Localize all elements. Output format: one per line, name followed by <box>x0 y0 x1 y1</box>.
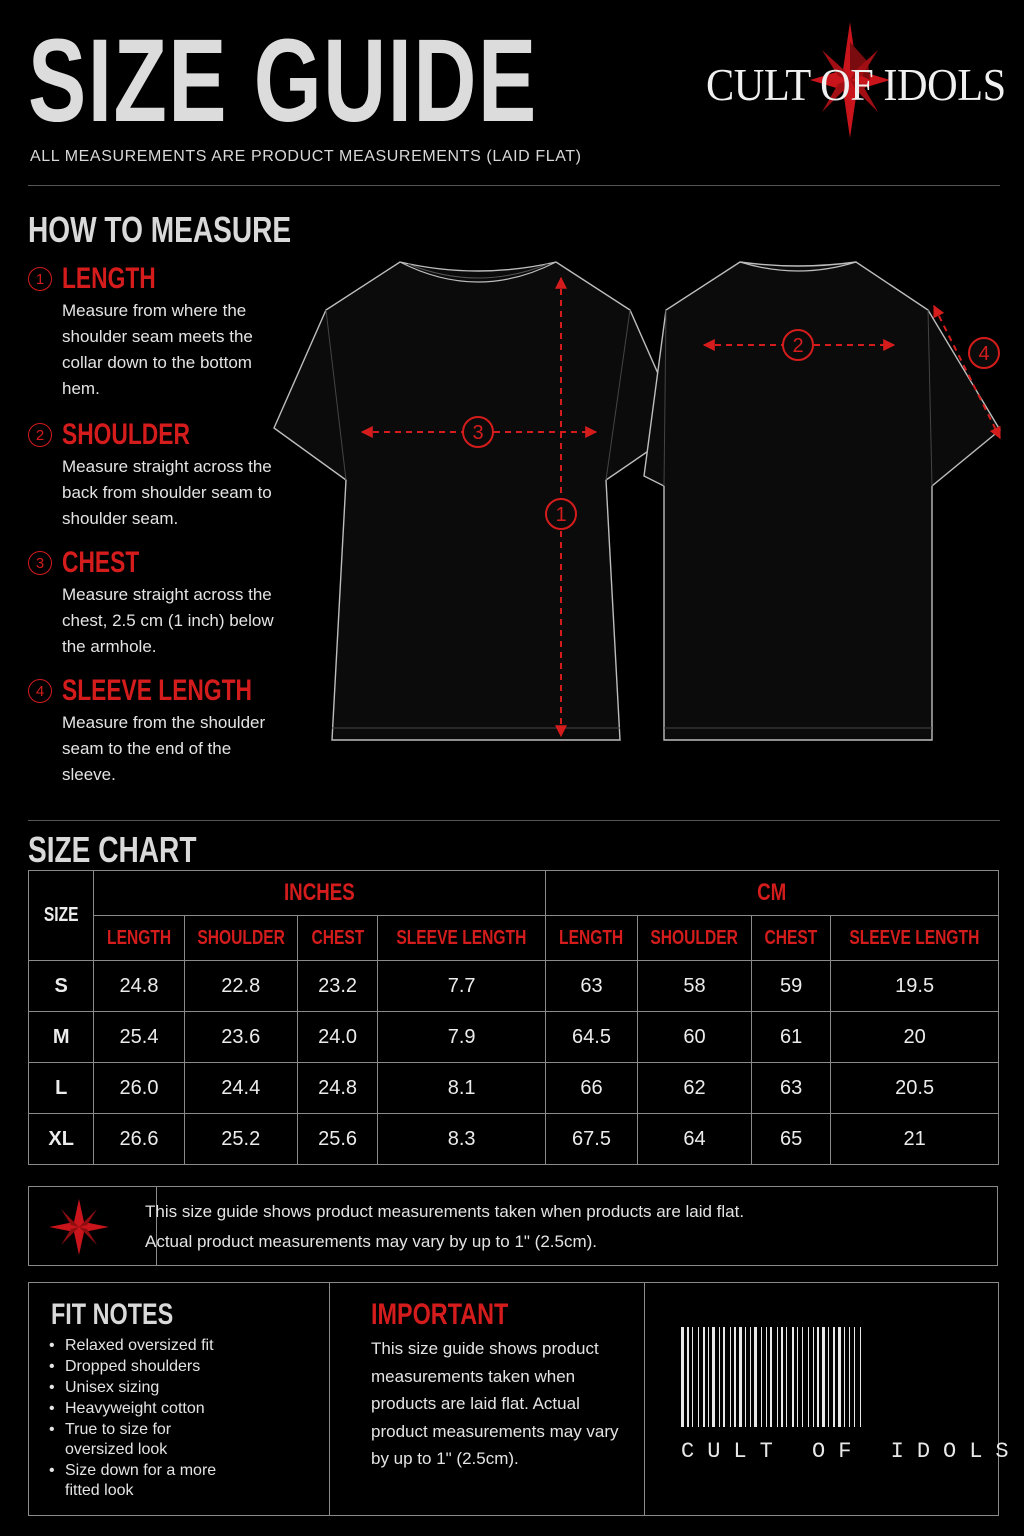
table-cell: 25.4 <box>94 1012 184 1063</box>
table-cell: 58 <box>638 961 752 1012</box>
table-cell: 62 <box>638 1063 752 1114</box>
step-description: Measure straight across the back from shoulder seam to shoulder seam. <box>62 457 272 528</box>
step-shoulder <box>28 420 278 540</box>
table-cell: 25.2 <box>184 1114 297 1165</box>
tshirt-measurement-diagram <box>270 250 1010 750</box>
table-cell: 8.1 <box>378 1063 546 1114</box>
table-cell: 24.8 <box>94 961 184 1012</box>
table-cell: 24.8 <box>297 1063 377 1114</box>
group-header-cm: CM <box>545 871 998 916</box>
step-description: Measure straight across the chest, 2.5 cm (1 inch) below the armhole. <box>62 585 274 656</box>
column-header: SLEEVE LENGTH <box>831 916 999 961</box>
table-cell: 23.2 <box>297 961 377 1012</box>
important-text: This size guide shows product measurements taken when products are laid flat. Actual product measurements may vary by up to 1" (2.5cm). <box>371 1339 619 1468</box>
table-cell: 7.7 <box>378 961 546 1012</box>
marker-1 <box>546 499 576 529</box>
column-divider <box>329 1283 330 1515</box>
note-divider <box>156 1187 157 1265</box>
column-header: LENGTH <box>94 916 184 961</box>
column-header: CHEST <box>751 916 830 961</box>
fit-notes-title: FIT NOTES <box>51 1298 174 1331</box>
table-cell: 64 <box>638 1114 752 1165</box>
tshirt-front-icon <box>274 262 682 740</box>
table-cell: 26.0 <box>94 1063 184 1114</box>
column-header: SHOULDER <box>638 916 752 961</box>
page-title: SIZE GUIDE <box>28 15 538 147</box>
column-header: SLEEVE LENGTH <box>378 916 546 961</box>
marker-2 <box>783 330 813 360</box>
table-cell: 26.6 <box>94 1114 184 1165</box>
size-header: SIZE <box>29 871 94 961</box>
size-label: XL <box>29 1114 94 1165</box>
table-cell: 59 <box>751 961 830 1012</box>
fit-note-item: • Size down for a more fitted look <box>65 1461 245 1501</box>
svg-text:1: 1 <box>555 504 567 526</box>
table-cell: 21 <box>831 1114 999 1165</box>
svg-text:2: 2 <box>792 335 804 357</box>
note-line-2: Actual product measurements may vary by up to 1" (2.5cm). <box>145 1232 597 1251</box>
table-cell: 24.4 <box>184 1063 297 1114</box>
fit-note-item: • Dropped shoulders <box>65 1357 285 1377</box>
step-description: Measure from where the shoulder seam meets the collar down to the bottom hem. <box>62 301 253 398</box>
size-label: M <box>29 1012 94 1063</box>
table-cell: 8.3 <box>378 1114 546 1165</box>
step-title: SHOULDER <box>62 418 190 451</box>
tshirt-back-icon <box>644 262 1000 740</box>
size-chart-title: SIZE CHART <box>28 829 197 870</box>
barcode-label: CULT OF IDOLS <box>681 1439 1022 1464</box>
marker-3 <box>463 417 493 447</box>
bottom-info-box <box>28 1282 1022 1516</box>
section-divider <box>28 820 1000 821</box>
table-row <box>29 961 999 1012</box>
table-cell: 24.0 <box>297 1012 377 1063</box>
table-row <box>29 1012 999 1063</box>
table-cell: 19.5 <box>831 961 999 1012</box>
fit-note-item: • Heavyweight cotton <box>65 1399 285 1419</box>
important-title: IMPORTANT <box>371 1298 509 1331</box>
fit-note-item: • Relaxed oversized fit <box>65 1336 285 1356</box>
compass-star-icon <box>47 1199 111 1255</box>
table-cell: 65 <box>751 1114 830 1165</box>
table-cell: 67.5 <box>545 1114 637 1165</box>
fit-note-item: • True to size for oversized look <box>65 1420 225 1460</box>
step-number: 2 <box>28 423 52 447</box>
table-cell: 61 <box>751 1012 830 1063</box>
table-row <box>29 1114 999 1165</box>
step-title: SLEEVE LENGTH <box>62 674 253 707</box>
table-cell: 7.9 <box>378 1012 546 1063</box>
marker-4 <box>969 338 999 368</box>
table-cell: 20 <box>831 1012 999 1063</box>
measurement-note-box <box>28 1186 998 1266</box>
column-header: CHEST <box>297 916 377 961</box>
barcode-icon <box>679 1327 969 1427</box>
table-row <box>29 1063 999 1114</box>
brand-logo-text: CULT OF IDOLS <box>706 59 1006 110</box>
page-subtitle: ALL MEASUREMENTS ARE PRODUCT MEASUREMENTS (LAID FLAT) <box>30 148 582 165</box>
svg-text:3: 3 <box>472 422 484 444</box>
step-title: LENGTH <box>62 262 156 295</box>
table-cell: 63 <box>751 1063 830 1114</box>
size-chart-table <box>28 870 999 1165</box>
table-cell: 23.6 <box>184 1012 297 1063</box>
how-to-measure-title: HOW TO MEASURE <box>28 209 292 250</box>
table-cell: 25.6 <box>297 1114 377 1165</box>
step-title: CHEST <box>62 546 140 579</box>
svg-text:4: 4 <box>978 343 990 365</box>
fit-note-item: • Unisex sizing <box>65 1378 285 1398</box>
step-number: 1 <box>28 267 52 291</box>
size-label: L <box>29 1063 94 1114</box>
table-cell: 64.5 <box>545 1012 637 1063</box>
step-number: 4 <box>28 679 52 703</box>
column-header: LENGTH <box>545 916 637 961</box>
step-description: Measure from the shoulder seam to the end of the sleeve. <box>62 713 266 784</box>
table-cell: 20.5 <box>831 1063 999 1114</box>
table-cell: 60 <box>638 1012 752 1063</box>
group-header-inches: INCHES <box>94 871 546 916</box>
table-cell: 63 <box>545 961 637 1012</box>
table-cell: 66 <box>545 1063 637 1114</box>
step-length <box>28 264 278 404</box>
table-cell: 22.8 <box>184 961 297 1012</box>
size-label: S <box>29 961 94 1012</box>
column-divider <box>644 1283 645 1515</box>
note-line-1: This size guide shows product measurements taken when products are laid flat. <box>145 1202 745 1221</box>
step-number: 3 <box>28 551 52 575</box>
step-sleeve-length <box>28 676 278 796</box>
column-header: SHOULDER <box>184 916 297 961</box>
header-divider <box>28 185 1000 186</box>
step-chest <box>28 548 278 668</box>
